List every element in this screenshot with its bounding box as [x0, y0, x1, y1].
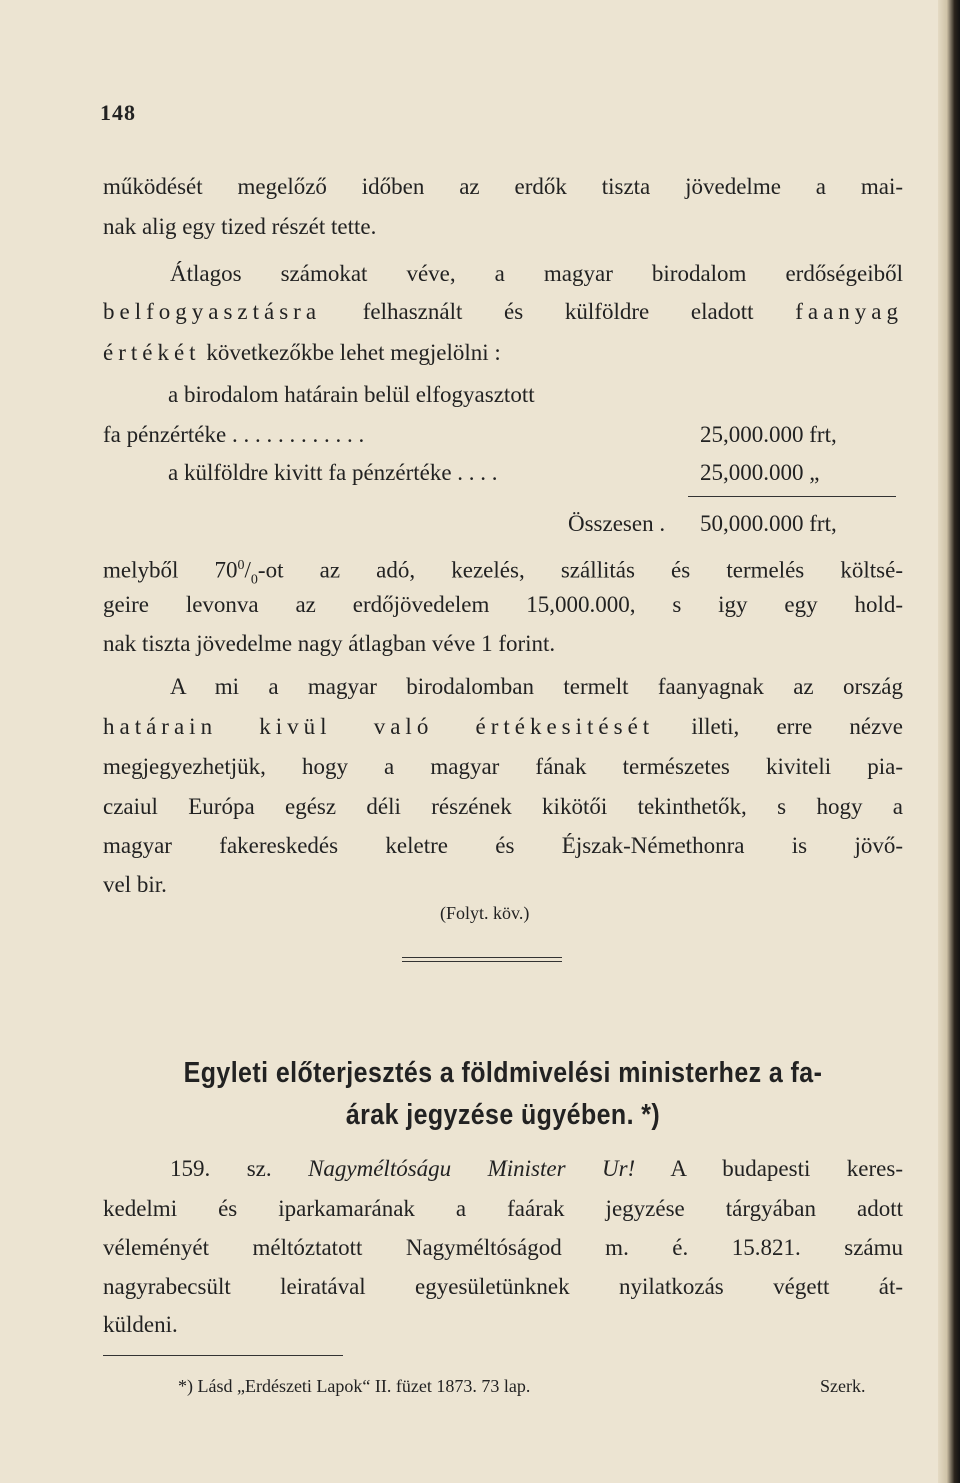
text-line [103, 338, 501, 368]
text-line: küldeni. [103, 1312, 178, 1337]
text-line [170, 1154, 903, 1184]
spaced-word: értékét [103, 340, 201, 365]
leader-dot: . [659, 511, 666, 536]
text-line: geire levonva az erdőjövedelem 15,000.000, s igy egy hold- [103, 592, 903, 617]
text-segment: felhasznált és külföldre eladott [362, 299, 754, 324]
total-label: Összesen [568, 511, 654, 536]
spaced-phrase: határain kivül való értékesitését [103, 714, 655, 739]
value-row-1 [103, 420, 364, 450]
row-value: 25,000.000 frt, [700, 422, 837, 447]
continuation-note: (Folyt. köv.) [440, 903, 530, 923]
section-heading-line: Egyleti előterjesztés a földmivelési ministerhez a fa- [183, 1057, 823, 1089]
value-row-2 [168, 458, 498, 488]
text-segment: következőkbe lehet megjelölni : [206, 340, 501, 365]
section-divider [402, 957, 562, 958]
text-line: véleményét méltóztatott Nagyméltóságod m. é. 15.821. számu [103, 1235, 903, 1260]
text-line: a birodalom határain belül elfogyasztott [168, 382, 535, 407]
text-line: czaiul Európa egész déli részének kikötői tekinthetők, s hogy a [103, 794, 903, 819]
italic-salutation: Nagyméltóságu Minister Ur! [308, 1156, 636, 1181]
section-divider [402, 961, 562, 962]
subscript: 0 [250, 572, 258, 588]
leader-dots: . . . . . . . . . . . . [231, 422, 365, 447]
text-line: magyar fakereskedés keletre és Éjszak-Némethonra is jövő- [103, 833, 903, 858]
text-segment: melyből 70 [103, 557, 238, 583]
footnote-rule [103, 1355, 343, 1356]
text-line: A mi a magyar birodalomban termelt faanyagnak az ország [170, 674, 903, 699]
total-row [568, 509, 665, 539]
text-segment: -ot az adó, kezelés, szállitás és termelés költsé- [257, 557, 903, 583]
text-segment: A budapesti keres- [670, 1156, 903, 1181]
row-value: 25,000.000 „ [700, 460, 820, 485]
text-line: megjegyezhetjük, hogy a magyar fának természetes kiviteli pia- [103, 754, 903, 779]
footnote-signature: Szerk. [820, 1376, 866, 1396]
footnote-text: *) Lásd „Erdészeti Lapok“ II. füzet 1873. 73 lap. [178, 1376, 531, 1396]
spaced-word: belfogyasztásra [103, 299, 322, 324]
text-line [103, 712, 903, 742]
text-segment: 159. sz. [170, 1156, 272, 1181]
row-label: a külföldre kivitt fa pénzértéke [168, 460, 452, 485]
leader-dots: . . . . [457, 460, 498, 485]
text-line [103, 297, 903, 327]
text-line: Átlagos számokat véve, a magyar birodalom erdőségeiből [170, 261, 903, 286]
text-line [103, 551, 903, 595]
book-spine-edge [938, 0, 960, 1483]
text-line: nak tiszta jövedelme nagy átlagban véve 1 forint. [103, 631, 556, 656]
slash: / [244, 557, 251, 583]
text-segment: illeti, erre nézve [691, 714, 903, 739]
superscript: 0 [237, 558, 245, 573]
row-label: fa pénzértéke [103, 422, 227, 447]
page-number: 148 [100, 100, 136, 125]
total-value: 50,000.000 frt, [700, 511, 837, 536]
text-line: nak alig egy tized részét tette. [103, 214, 377, 239]
text-line: működését megelőző időben az erdők tiszta jövedelme a mai- [103, 174, 903, 199]
text-line: nagyrabecsült leiratával egyesületünknek nyilatkozás végett át- [103, 1274, 903, 1299]
text-line: vel bir. [103, 872, 167, 897]
sum-rule [688, 496, 896, 497]
text-line: kedelmi és iparkamarának a faárak jegyzése tárgyában adott [103, 1196, 903, 1221]
spaced-word: faanyag [795, 299, 904, 324]
section-heading-line: árak jegyzése ügyében. *) [345, 1099, 661, 1131]
